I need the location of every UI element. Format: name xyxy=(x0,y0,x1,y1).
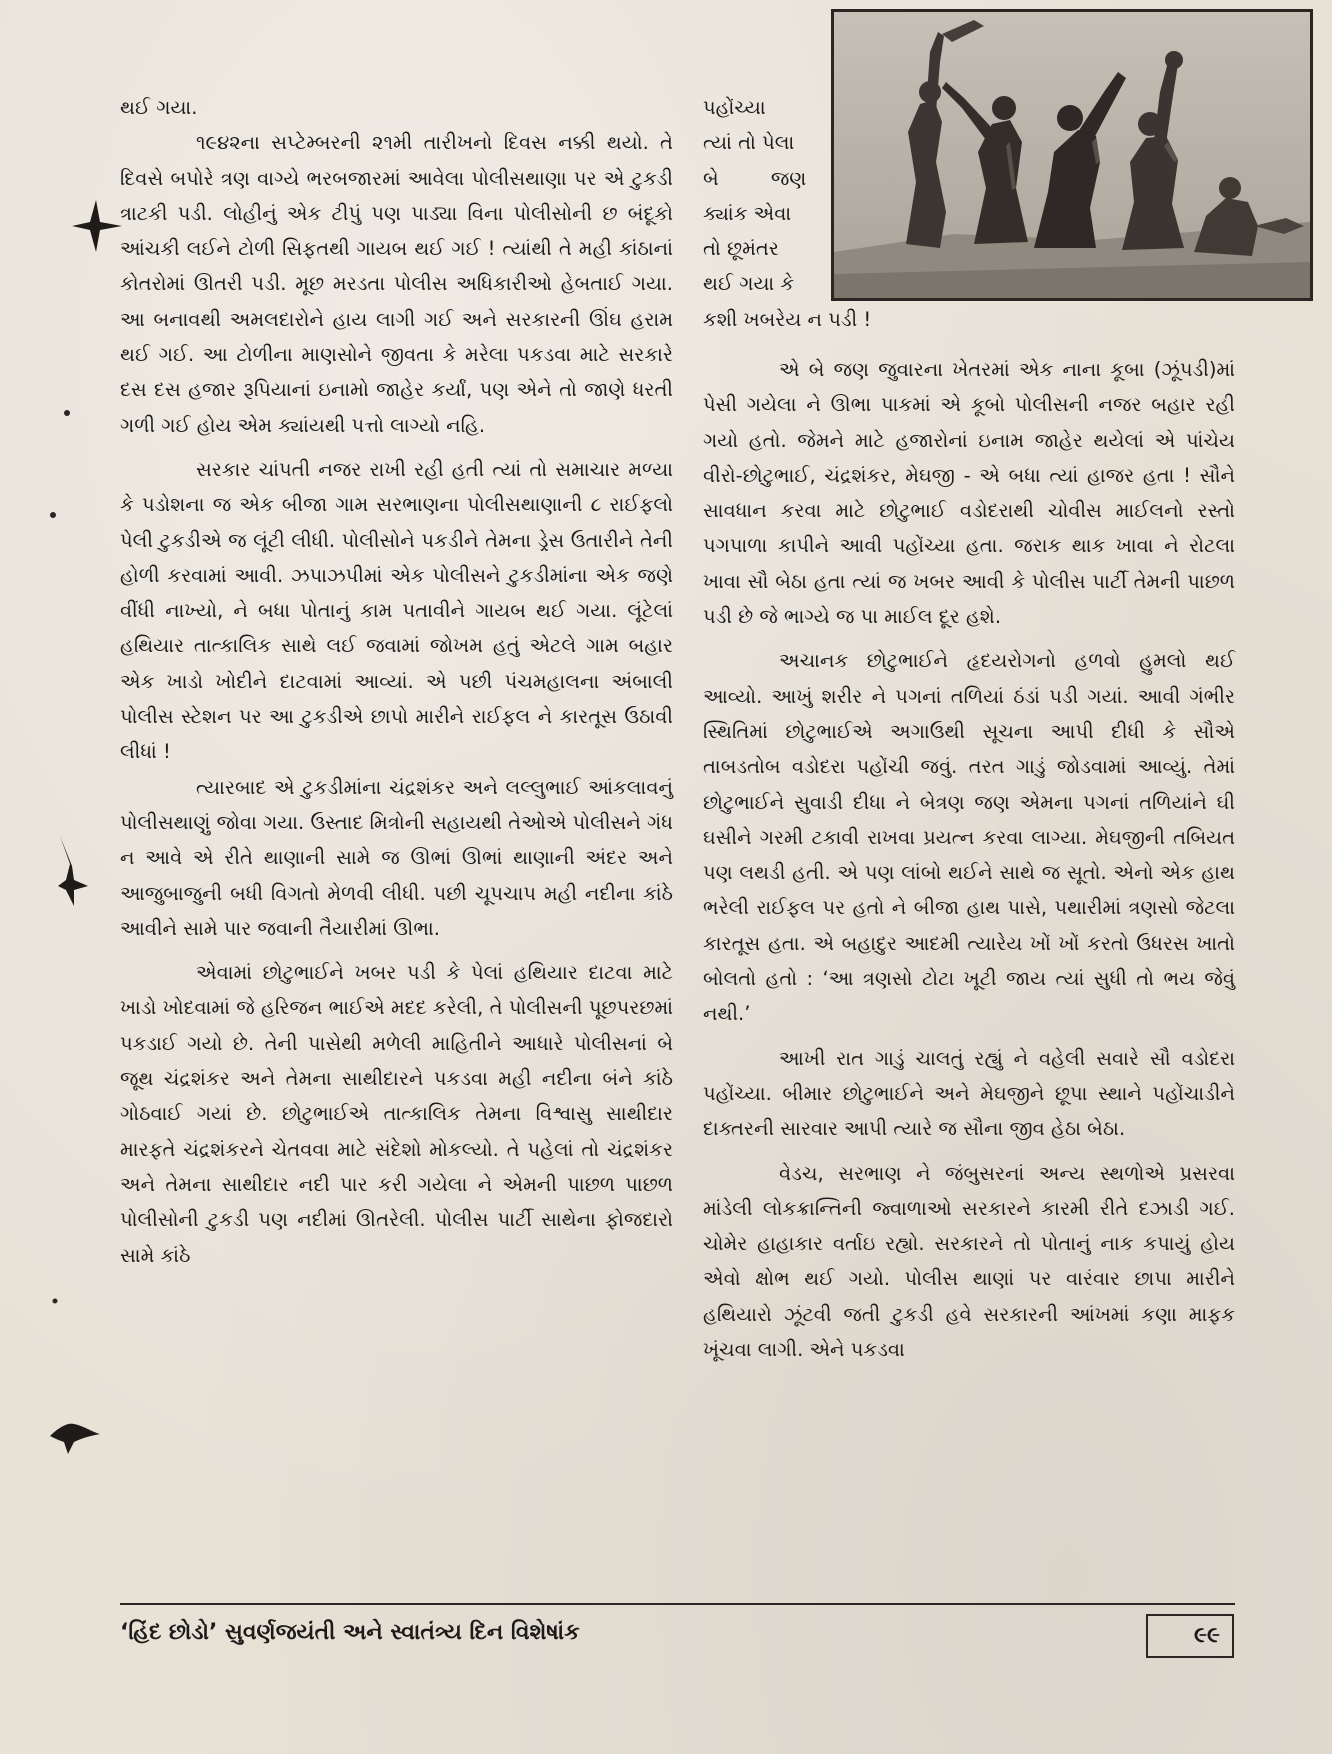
speck-mark xyxy=(48,510,58,520)
speck-mark xyxy=(50,1296,60,1306)
left-text-column xyxy=(120,90,673,1273)
paragraph: થઈ ગયા. xyxy=(120,96,198,119)
punch-hole-mark xyxy=(52,830,92,920)
sculpture-photo xyxy=(831,9,1313,301)
wrap-line: થઈ ગયા કે xyxy=(703,272,795,296)
photo-wrap-text xyxy=(703,90,872,337)
footer-divider xyxy=(120,1603,1235,1605)
wrap-line: બે જણ xyxy=(703,166,807,190)
footer-title: ‘હિંદ છોડો’ સુવર્ણજયંતી અને સ્વાતંત્ર્ય દિન વિશેષાંક xyxy=(120,1620,580,1645)
wrap-line: કશી ખબરેય ન પડી ! xyxy=(703,307,872,331)
paragraph: ત્યારબાદ એ ટુકડીમાંના ચંદ્રશંકર અને લલ્લુભાઈ આંકલાવનું પોલીસથાણું જોવા ગયા. ઉસ્તાદ મિત્રોની સહાયથી તેઓએ પોલીસને ગંધ ન આવે એ રીતે થાણાની સામે જ ઊભાં ઊભાં થાણાની અંદર અને આજુબાજુની બધી વિગતો મેળવી લીધી. પછી ચૂપચાપ મહી નદીના કાંઠે આવીને સામે પાર જવાની તૈયારીમાં ઊભા. xyxy=(120,775,673,940)
paragraph: વેડચ, સરભાણ ને જંબુસરનાં અન્ય સ્થળોએ પ્રસરવા માંડેલી લોકક્રાન્તિની જ્વાળાઓ સરકારને કારમી રીતે દઝાડી ગઈ. ચોમેર હાહાકાર વર્તાઇ રહ્યો. સરકારને તો પોતાનું નાક કપાયું હોય એવો ક્ષોભ થઈ ગયો. પોલીસ થાણાં પર વારંવાર છાપા મારીને હથિયારો ઝૂંટવી જતી ટુકડી હવે સરકારની આંખમાં કણા માફક ખૂંચવા લાગી. એને પકડવા xyxy=(703,1161,1235,1362)
paragraph: સરકાર ચાંપતી નજર રાખી રહી હતી ત્યાં તો સમાચાર મળ્યા કે પડોશના જ એક બીજા ગામ સરભાણના પોલીસથાણાની ૮ રાઈફલો પેલી ટુકડીએ જ લૂંટી લીધી. પોલીસોને પકડીને તેમના ડ્રેસ ઉતારીને તેની હોળી કરવામાં આવી. ઝપાઝપીમાં એક પોલીસને ટુકડીમાંના એક જણે વીંધી નાખ્યો, ને બધા પોતાનું કામ પતાવીને ગાયબ થઈ ગયા. લૂંટેલાં હથિયાર તાત્કાલિક સાથે લઈ જવામાં જોખમ હતું એટલે ગામ બહાર એક ખાડો ખોદીને દાટવામાં આવ્યાં. એ પછી પંચમહાલના અંબાલી પોલીસ સ્ટેશન પર આ ટુકડીએ છાપો મારીને રાઈફલ ને કારતૂસ ઉઠાવી લીધાં ! xyxy=(120,457,673,764)
paragraph: એવામાં છોટુભાઈને ખબર પડી કે પેલાં હથિયાર દાટવા માટે ખાડો ખોદવામાં જે હરિજન ભાઈએ મદદ કરેલી, તે પોલીસની પૂછપરછમાં પકડાઈ ગયો છે. તેની પાસેથી મળેલી માહિતીને આધારે પોલીસનાં બે જૂથ ચંદ્રશંકર અને તેમના સાથીદારને પકડવા મહી નદીના બંને કાંઠે ગોઠવાઈ ગયાં છે. છોટુભાઈએ તાત્કાલિક તેમના વિશ્વાસુ સાથીદાર મારફતે ચંદ્રશંકરને ચેતવવા માટે સંદેશો મોકલ્યો. તે પહેલાં તો ચંદ્રશંકર અને તેમના સાથીદાર નદી પાર કરી ગયેલા ને એમની પાછળ પાછળ પોલીસોની ટુકડી પણ નદીમાં ઊતરેલી. પોલીસ પાર્ટી સાથેના ફોજદારો સામે કાંઠે xyxy=(120,961,673,1267)
wrap-line: ત્યાં તો પેલા xyxy=(703,131,795,155)
right-text-column xyxy=(703,352,1235,1367)
paragraph: એ બે જણ જુવારના ખેતરમાં એક નાના કૂબા (ઝૂંપડી)માં પેસી ગયેલા ને ઊભા પાકમાં એ કૂબો પોલીસની નજર બહાર રહી ગયો હતો. જેમને માટે હજારોનાં ઇનામ જાહેર થયેલાં એ પાંચેય વીરો-છોટુભાઈ, ચંદ્રશંકર, મેઘજી - એ બધા ત્યાં હાજર હતા ! સૌને સાવધાન કરવા માટે છોટુભાઈ વડોદરાથી ચોવીસ માઈલનો રસ્તો પગપાળા કાપીને આવી પહોંચ્યા હતા. જરાક થાક ખાવા ને રોટલા ખાવા સૌ બેઠા હતા ત્યાં જ ખબર આવી કે પોલીસ પાર્ટી તેમની પાછળ પડી છે જે ભાગ્યે જ પા માઈલ દૂર હશે. xyxy=(703,358,1235,629)
punch-hole-mark xyxy=(68,196,124,256)
punch-hole-mark xyxy=(44,1408,104,1458)
wrap-line: પહોંચ્યા xyxy=(703,96,766,119)
wrap-line: ક્યાંક એવા xyxy=(703,201,792,225)
statue-group-image xyxy=(834,12,1310,298)
paragraph: આખી રાત ગાડું ચાલતું રહ્યું ને વહેલી સવારે સૌ વડોદરા પહોંચ્યા. બીમાર છોટુભાઈને અને મેઘજીને છૂપા સ્થાને પહોંચાડીને દાક્તરની સારવાર આપી ત્યારે જ સૌના જીવ હેઠા બેઠા. xyxy=(703,1046,1235,1141)
paragraph: અચાનક છોટુભાઈને હૃદયરોગનો હળવો હુમલો થઈ આવ્યો. આખું શરીર ને પગનાં તળિયાં ઠંડાં પડી ગયાં. આવી ગંભીર સ્થિતિમાં છોટુભાઈએ અગાઉથી સૂચના આપી દીધી કે સૌએ તાબડતોબ વડોદરા પહોંચી જવું. તરત ગાડું જોડવામાં આવ્યું. તેમાં છોટુભાઈને સુવાડી દીધા ને બેત્રણ જણ એમના પગનાં તળિયાંને ઘી ઘસીને ગરમી ટકાવી રાખવા પ્રયત્ન કરવા લાગ્યા. મેઘજીની તબિયત પણ લથડી હતી. એ પણ લાંબો થઈને સાથે જ સૂતો. એનો એક હાથ ભરેલી રાઈફલ પર હતો ને બીજા હાથ પાસે, પથારીમાં ત્રણસો જેટલા કારતૂસ હતા. એ બહાદુર આદમી ત્યારેય ખોં ખોં કરતો ઉધરસ ખાતો બોલતો હતો : ‘આ ત્રણસો ટોટા ખૂટી જાય ત્યાં સુધી તો ભય જેવું નથી.’ xyxy=(703,649,1235,1026)
wrap-line: તો છૂમંતર xyxy=(703,237,779,261)
speck-mark xyxy=(60,406,74,420)
paragraph: ૧૯૪૨ના સપ્ટેમ્બરની ૨૧મી તારીખનો દિવસ નક્કી થયો. તે દિવસે બપોરે ત્રણ વાગ્યે ભરબજારમાં આવેલા પોલીસથાણા પર એ ટુકડી ત્રાટકી પડી. લોહીનું એક ટીપું પણ પાડ્યા વિના પોલીસોની છ બંદૂકો આંચકી લઈને ટોળી સિફતથી ગાયબ થઈ ગઈ ! ત્યાંથી તે મહી કાંઠાનાં કોતરોમાં ઊતરી પડી. મૂછ મરડતા પોલીસ અધિકારીઓ હેબતાઈ ગયા. આ બનાવથી અમલદારોને હાય લાગી ગઈ અને સરકારની ઊંઘ હરામ થઈ ગઈ. આ ટોળીના માણસોને જીવતા કે મરેલા પકડવા માટે સરકારે દસ દસ હજાર રૂપિયાનાં ઇનામો જાહેર કર્યાં, પણ એને તો જાણે ધરતી ગળી ગઈ હોય એમ ક્યાંયથી પત્તો લાગ્યો નહિ. xyxy=(120,131,673,437)
page-number: ૯૯ xyxy=(1146,1614,1234,1658)
